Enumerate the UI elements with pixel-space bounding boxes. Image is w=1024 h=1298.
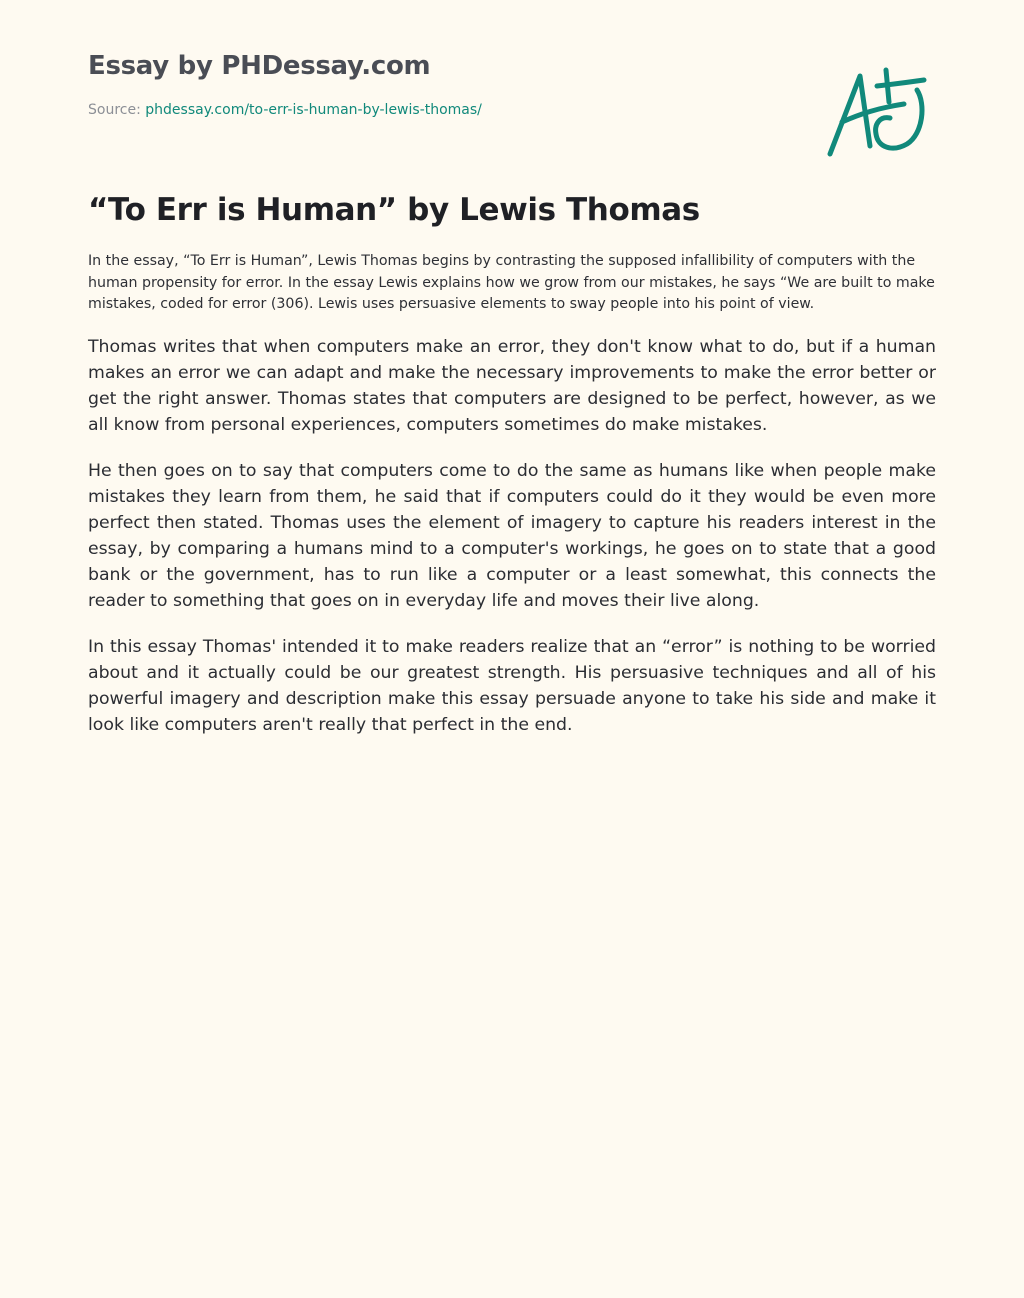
essay-body bbox=[88, 334, 936, 758]
source-label: Source: bbox=[88, 102, 141, 118]
essay-paragraph: He then goes on to say that computers come to do the same as humans like when people make mistakes they learn from them, he said that if computers could do it they would be even more perfect then stated. Thomas uses the element of imagery to capture his readers interest in the essay, by comparing a humans mind to a computer's workings, he goes on to state that a good bank or the government, has to run like a computer or a least somewhat, this connects the reader to something that goes on in everyday life and moves their live along. bbox=[88, 461, 936, 611]
essay-paragraph: In this essay Thomas' intended it to make readers realize that an “error” is nothing to be worried about and it actually could be our greatest strength. His persuasive techniques and all of his powerful imagery and description make this essay persuade anyone to take his side and make it look like computers aren't really that perfect in the end. bbox=[88, 637, 936, 735]
essay-intro: In the essay, “To Err is Human”, Lewis Thomas begins by contrasting the supposed infallibility of computers with the human propensity for error. In the essay Lewis explains how we grow from our mistakes, he says “We are built to make mistakes, coded for error (306). Lewis uses persuasive elements to sway people into his point of view. bbox=[88, 253, 935, 312]
essay-paragraph: Thomas writes that when computers make an error, they don't know what to do, but if a human makes an error we can adapt and make the necessary improvements to make the error better or get the right answer. Thomas states that computers are designed to be perfect, however, as we all know from personal experiences, computers sometimes do make mistakes. bbox=[88, 337, 936, 435]
site-title: Essay by PHDessay.com bbox=[88, 51, 431, 81]
source-line bbox=[88, 100, 482, 120]
a-plus-logo-icon bbox=[820, 64, 932, 164]
source-link[interactable]: phdessay.com/to-err-is-human-by-lewis-thomas/ bbox=[145, 102, 482, 118]
essay-title: “To Err is Human” by Lewis Thomas bbox=[88, 192, 700, 228]
